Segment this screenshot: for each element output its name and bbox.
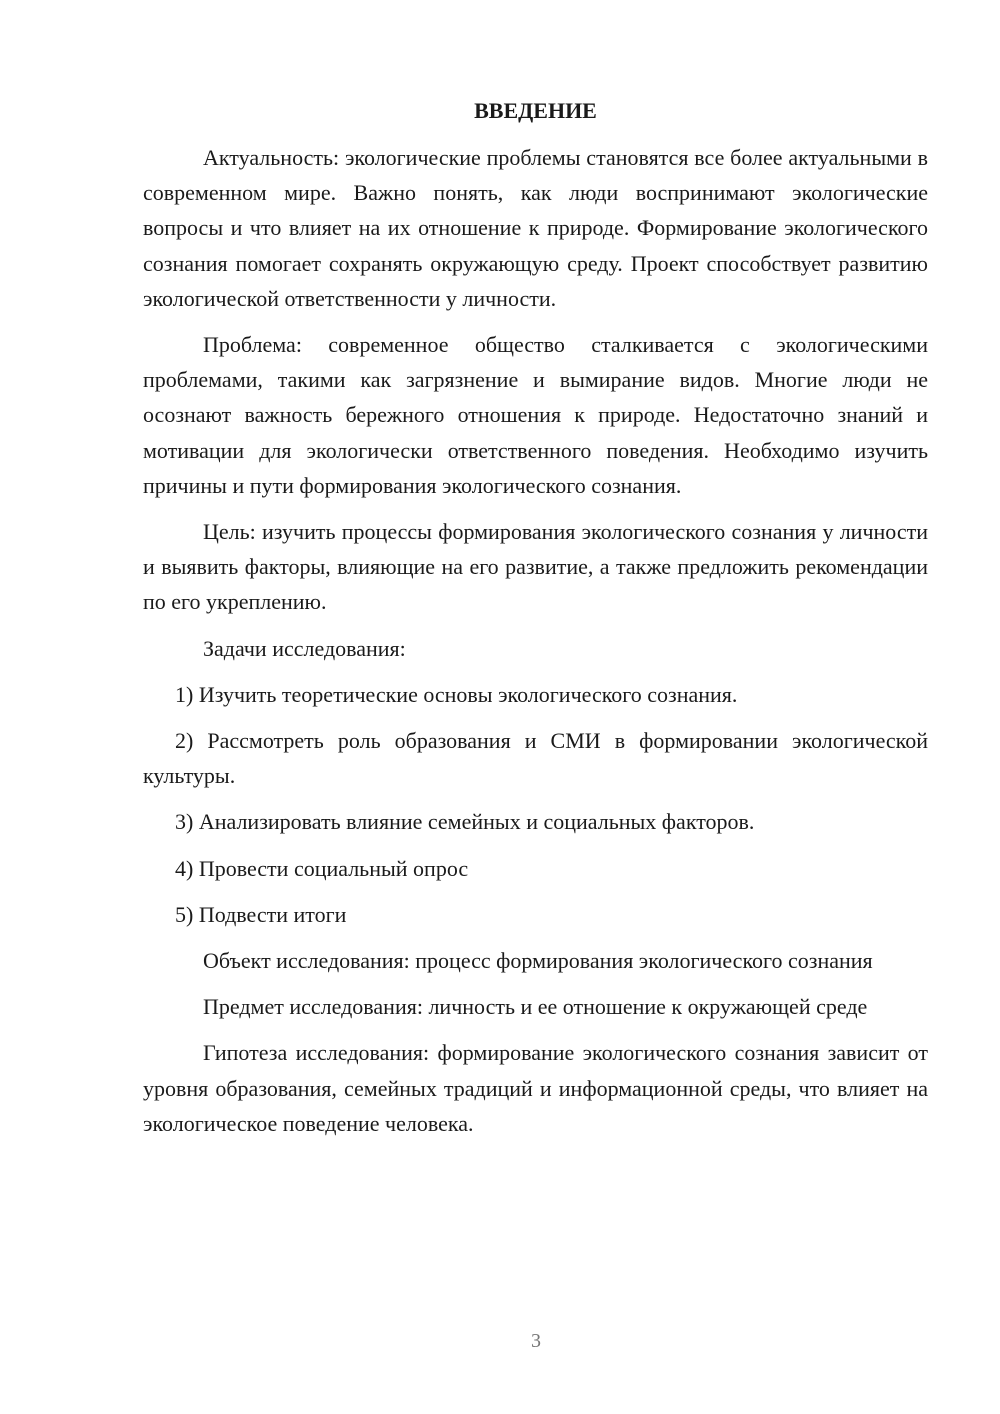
problem-paragraph: Проблема: современное общество сталкивается с экологическими проблемами, такими как загрязнение и вымирание видов. Многие люди не осознают важность бережного отношения к природе. Недостаточно знаний и мотивации для экологически ответственного поведения. Необходимо изучить причины и пути формирования экологического сознания. [143,332,928,498]
hypothesis-paragraph: Гипотеза исследования: формирование экологического сознания зависит от уровня образования, семейных традиций и информационной среды, что влияет на экологическое поведение человека. [143,1040,928,1136]
task-item-1: 1) Изучить теоретические основы экологического сознания. [175,681,738,707]
tasks-heading: Задачи исследования: [203,635,406,661]
page-number: 3 [531,1330,541,1352]
relevance-paragraph: Актуальность: экологические проблемы становятся все более актуальными в современном мире. Важно понять, как люди воспринимают экологические вопросы и что влияет на их отношение к природе. Формирование экологического сознания помогает сохранять окружающую среду. Проект способствует развитию экологической ответственности у личности. [143,145,928,311]
page-content [143,94,928,1152]
goal-paragraph: Цель: изучить процессы формирования экологического сознания у личности и выявить факторы, влияющие на его развитие, а также предложить рекомендации по его укреплению. [143,519,928,615]
object-paragraph: Объект исследования: процесс формирования экологического сознания [203,948,873,974]
task-item-5: 5) Подвести итоги [175,901,347,927]
section-title: ВВЕДЕНИЕ [474,98,597,123]
task-item-2: 2) Рассмотреть роль образования и СМИ в формировании экологической культуры. [143,728,928,789]
task-item-3: 3) Анализировать влияние семейных и социальных факторов. [175,809,755,835]
subject-paragraph: Предмет исследования: личность и ее отношение к окружающей среде [203,994,868,1020]
task-item-4: 4) Провести социальный опрос [175,855,469,881]
